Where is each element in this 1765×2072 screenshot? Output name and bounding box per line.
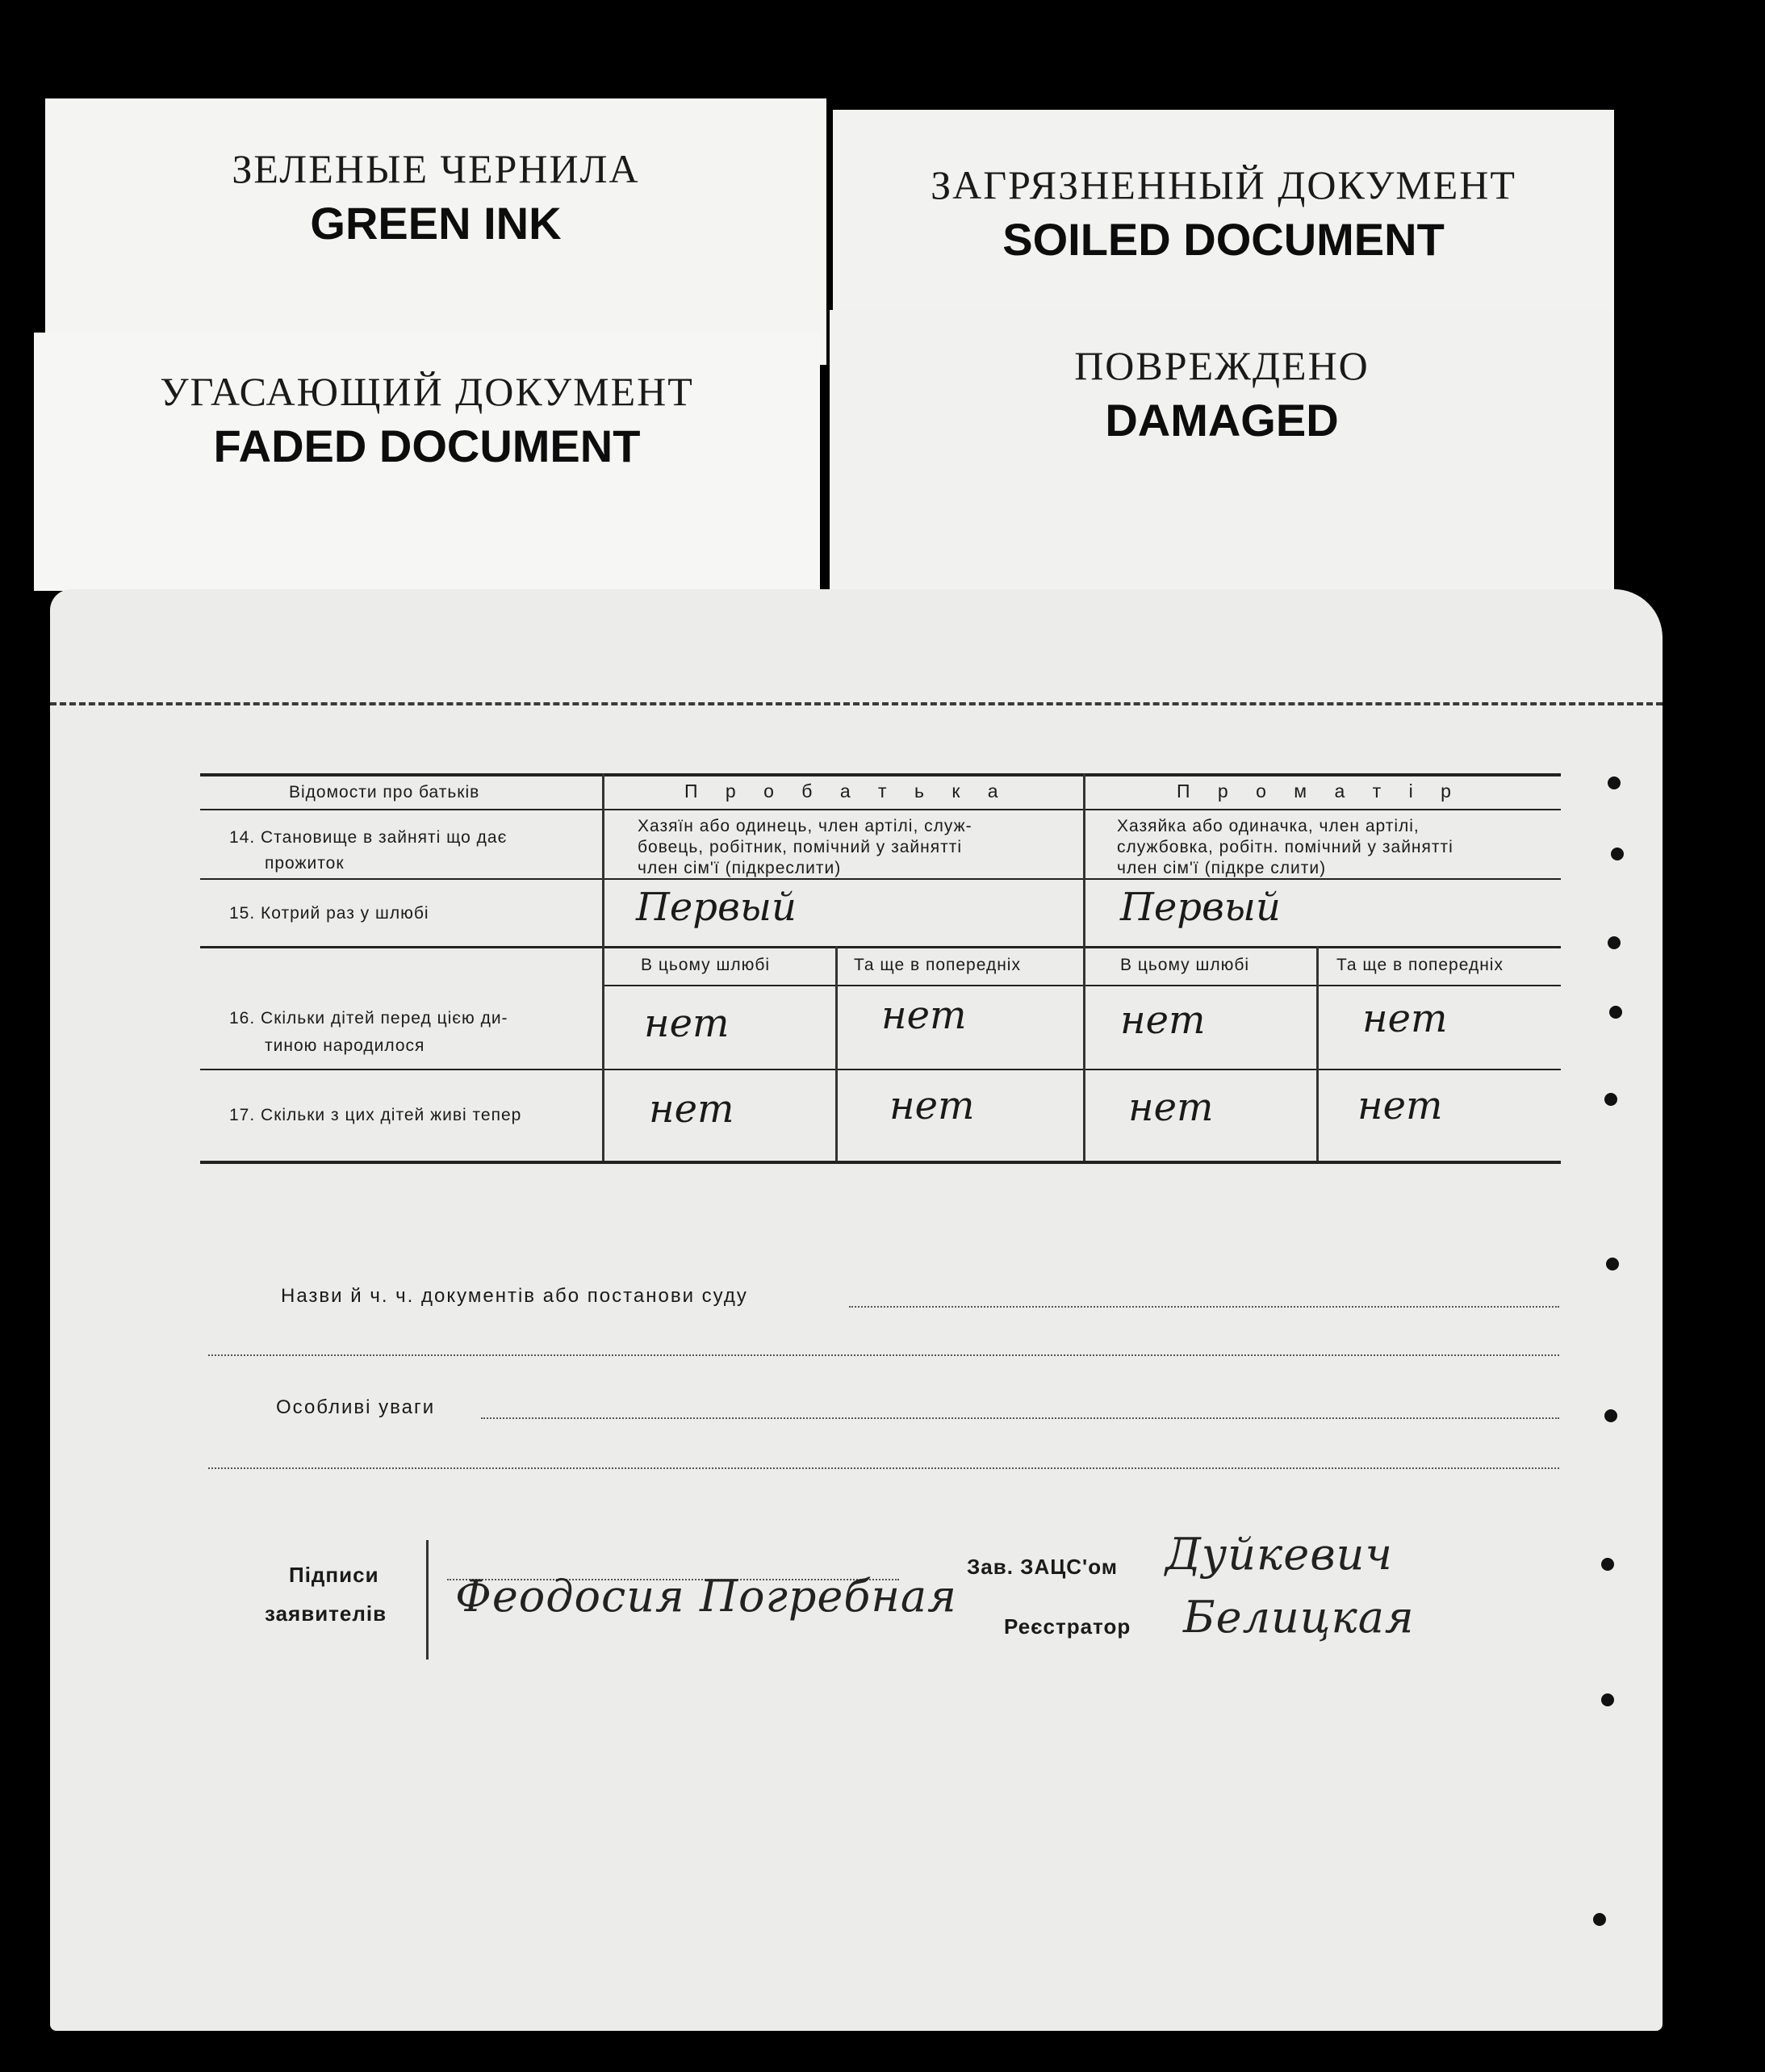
row17-value: нет bbox=[1128, 1085, 1214, 1130]
binding-hole-icon bbox=[1593, 1913, 1606, 1926]
binding-hole-icon bbox=[1604, 1093, 1617, 1106]
row17-value: нет bbox=[649, 1086, 734, 1132]
registrar-signature: Белицкая bbox=[1183, 1592, 1415, 1643]
binding-hole-icon bbox=[1601, 1693, 1614, 1706]
documents-label: Назви й ч. ч. документів або постанови суду bbox=[281, 1285, 748, 1307]
row14-mother-options: службовка, робітн. помічний у зайнятті bbox=[1117, 838, 1453, 856]
subheader-mother-prev: Та ще в попередніх bbox=[1336, 956, 1504, 974]
binding-hole-icon bbox=[1608, 936, 1621, 949]
row15-father-value: Первый bbox=[636, 885, 797, 930]
table-row-rule bbox=[200, 1069, 1561, 1070]
binding-hole-icon bbox=[1604, 1409, 1617, 1422]
row17-value: нет bbox=[889, 1083, 975, 1128]
faded-document-ru: УГАСАЮЩИЙ ДОКУМЕНТ bbox=[160, 369, 694, 414]
row14-father-options: бовець, робітник, помічний у зайнятті bbox=[638, 838, 963, 856]
damaged-ru: ПОВРЕЖДЕНО bbox=[1074, 343, 1370, 388]
perforation-line bbox=[50, 702, 1663, 705]
row14-label: 14. Становище в зайняті що дає bbox=[229, 828, 508, 847]
soiled-document-en: SOILED DOCUMENT bbox=[1002, 214, 1445, 265]
subheader-mother-this: В цьому шлюбі bbox=[1120, 956, 1250, 974]
row14-father-options: член сім'ї (підкреслити) bbox=[638, 859, 842, 877]
table-row-rule bbox=[200, 946, 1561, 948]
binding-hole-icon bbox=[1606, 1258, 1619, 1270]
subheader-father-this: В цьому шлюбі bbox=[641, 956, 771, 974]
table-col-rule bbox=[1083, 773, 1085, 1161]
registry-form-page bbox=[50, 589, 1663, 2031]
faded-document-en: FADED DOCUMENT bbox=[213, 421, 641, 471]
row15-mother-value: Первый bbox=[1120, 885, 1281, 930]
row16-value: нет bbox=[644, 1001, 730, 1046]
green-ink-ru: ЗЕЛЕНЫЕ ЧЕРНИЛА bbox=[232, 146, 640, 191]
applicant-signature: Феодосия Погребная bbox=[455, 1571, 957, 1622]
table-header-rule bbox=[200, 809, 1561, 810]
subheader-father-prev: Та ще в попередніх bbox=[854, 956, 1021, 974]
head-signature: Дуйкевич bbox=[1165, 1529, 1394, 1580]
header-info: Відомости про батьків bbox=[289, 783, 480, 802]
row16-label: 16. Скільки дітей перед цією ди- bbox=[229, 1009, 508, 1028]
soiled-document-ru: ЗАГРЯЗНЕННЫЙ ДОКУМЕНТ bbox=[931, 162, 1516, 207]
notes-dotted-line-2 bbox=[208, 1467, 1559, 1469]
damaged-card bbox=[830, 310, 1614, 597]
row14-mother-options: член сім'ї (підкре слити) bbox=[1117, 859, 1327, 877]
row14-mother-options: Хазяйка або одиначка, член артілі, bbox=[1117, 817, 1420, 835]
row16-value: нет bbox=[1362, 996, 1448, 1041]
table-col-rule bbox=[1316, 946, 1319, 1161]
binding-hole-icon bbox=[1608, 776, 1621, 789]
signatures-label: Підписи bbox=[289, 1563, 379, 1587]
row14-father-options: Хазяїн або одинець, член артілі, служ- bbox=[638, 817, 972, 835]
signatures-bracket bbox=[426, 1540, 429, 1660]
green-ink-en: GREEN INK bbox=[310, 198, 562, 249]
table-subheader-rule bbox=[604, 985, 1561, 986]
green-ink-card bbox=[45, 98, 826, 365]
documents-dotted-line-2 bbox=[208, 1354, 1559, 1356]
head-label: Зав. ЗАЦС'ом bbox=[967, 1555, 1118, 1579]
table-col-rule bbox=[835, 946, 838, 1161]
header-father: П р о б а т ь к а bbox=[684, 781, 1010, 802]
binding-hole-icon bbox=[1611, 848, 1624, 860]
notes-dotted-line bbox=[481, 1417, 1559, 1419]
soiled-document-card bbox=[833, 110, 1614, 333]
table-top-rule bbox=[200, 773, 1561, 776]
binding-hole-icon bbox=[1601, 1558, 1614, 1571]
row17-value: нет bbox=[1357, 1083, 1443, 1128]
binding-hole-icon bbox=[1609, 1006, 1622, 1019]
registrar-label: Реєстратор bbox=[1004, 1614, 1131, 1639]
header-mother: П р о м а т і р bbox=[1177, 781, 1462, 802]
signatures-label-cont: заявителів bbox=[265, 1601, 387, 1626]
row14-label-cont: прожиток bbox=[265, 854, 345, 873]
row16-value: нет bbox=[1120, 998, 1206, 1043]
notes-label: Особливі уваги bbox=[276, 1396, 436, 1418]
documents-dotted-line bbox=[849, 1306, 1559, 1308]
row16-label-cont: тиною народилося bbox=[265, 1036, 425, 1055]
row15-label: 15. Котрий раз у шлюбі bbox=[229, 904, 429, 923]
row17-label: 17. Скільки з цих дітей живі тепер bbox=[229, 1106, 522, 1124]
table-bottom-rule bbox=[200, 1161, 1561, 1164]
table-col-rule bbox=[602, 773, 604, 1161]
faded-document-card bbox=[34, 333, 820, 591]
row16-value: нет bbox=[881, 993, 967, 1038]
table-row-rule bbox=[200, 878, 1561, 880]
damaged-en: DAMAGED bbox=[1105, 395, 1339, 446]
